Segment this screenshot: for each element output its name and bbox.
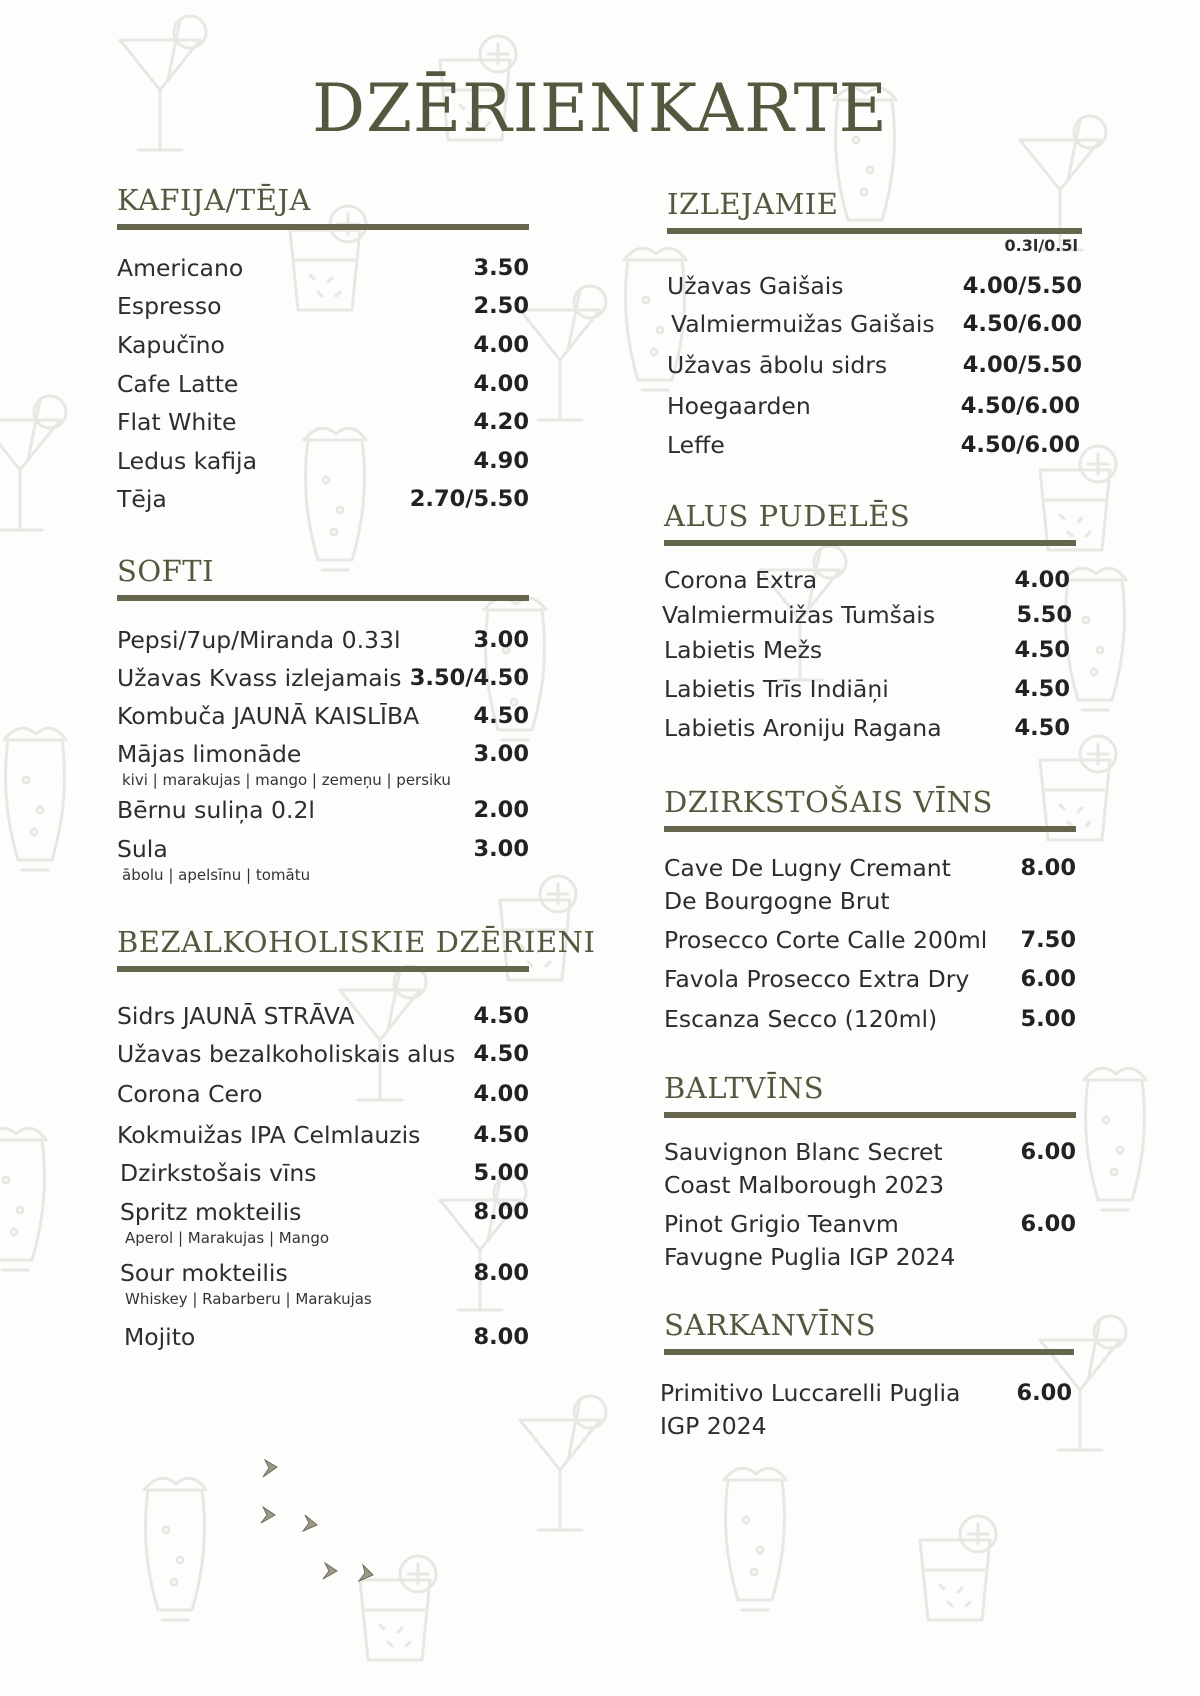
item-name: Kapučīno <box>117 331 225 359</box>
item-price: 4.00 <box>473 1081 529 1107</box>
menu-item <box>664 1003 1076 1036</box>
menu-item <box>117 833 529 884</box>
item-price: 4.00 <box>473 332 529 358</box>
item-price: 3.50/4.50 <box>409 665 529 691</box>
item-price: 4.50 <box>1014 676 1070 702</box>
menu-item <box>660 1377 1072 1443</box>
item-price: 4.50 <box>473 1003 529 1029</box>
item-name: Primitivo Luccarelli Puglia IGP 2024 <box>660 1379 961 1440</box>
section-title: ALUS PUDELĒS <box>664 499 911 533</box>
menu-item <box>117 624 529 657</box>
item-price: 8.00 <box>1020 855 1076 881</box>
section-divider <box>664 1112 1076 1118</box>
item-price: 4.90 <box>473 448 529 474</box>
section-title: SARKANVĪNS <box>664 1308 877 1342</box>
item-name: Kokmuižas IPA Celmlauzis <box>117 1121 421 1149</box>
menu-item <box>120 1157 529 1190</box>
item-name: Užavas bezalkoholiskais alus <box>117 1040 456 1068</box>
item-name: Leffe <box>667 431 725 459</box>
item-name: Sour mokteilis <box>120 1259 288 1287</box>
section-bezalkoholiskie <box>117 924 596 1351</box>
menu-item <box>664 564 1070 597</box>
menu-item <box>664 634 1070 667</box>
menu-item <box>664 1136 1076 1202</box>
item-price: 7.50 <box>1020 927 1076 953</box>
section-divider <box>117 966 529 972</box>
item-price: 8.00 <box>473 1324 529 1350</box>
item-name: Corona Cero <box>117 1080 263 1108</box>
menu-item <box>664 924 1076 957</box>
item-price: 5.50 <box>1016 602 1072 628</box>
item-variants: ābolu | apelsīnu | tomātu <box>122 866 311 884</box>
section-kafija <box>117 182 529 513</box>
item-name: Espresso <box>117 292 222 320</box>
section-title: BEZALKOHOLISKIE DZĒRIENI <box>117 925 596 959</box>
item-price: 6.00 <box>1020 966 1076 992</box>
menu-item <box>117 445 529 478</box>
item-price: 4.50 <box>473 1122 529 1148</box>
item-name: Hoegaarden <box>667 392 811 420</box>
section-title: IZLEJAMIE <box>667 187 839 221</box>
menu-item <box>117 483 529 516</box>
section-title: DZIRKSTOŠAIS VĪNS <box>664 785 993 819</box>
item-name: Tēja <box>117 485 167 513</box>
menu-item <box>662 599 1072 632</box>
item-price: 4.50 <box>473 703 529 729</box>
page-title: DZĒRIENKARTE <box>312 70 888 147</box>
item-price: 4.20 <box>473 409 529 435</box>
section-title: BALTVĪNS <box>664 1071 825 1105</box>
section-softi <box>117 553 529 884</box>
menu-item <box>664 852 1076 918</box>
item-name: Pepsi/7up/Miranda 0.33l <box>117 626 401 654</box>
section-divider <box>117 595 529 601</box>
menu-item <box>117 368 529 401</box>
item-variants: Aperol | Marakujas | Mango <box>125 1229 330 1247</box>
item-price: 2.00 <box>473 797 529 823</box>
item-price: 6.00 <box>1020 1211 1076 1237</box>
menu-item <box>671 308 1082 341</box>
section-dzirkstosais-vins <box>664 784 1076 1033</box>
menu-item <box>117 1078 529 1111</box>
item-name: Sauvignon Blanc Secret Coast Malborough 2023 <box>664 1138 945 1199</box>
menu-item <box>664 673 1070 706</box>
menu-item <box>117 329 529 362</box>
menu-item <box>117 1119 529 1152</box>
section-divider <box>664 1349 1074 1355</box>
decorative-arrows <box>255 1455 405 1605</box>
item-price: 3.00 <box>473 836 529 862</box>
item-price: 4.00 <box>1014 567 1070 593</box>
item-name: Valmiermuižas Gaišais <box>671 310 935 338</box>
menu-item <box>664 1208 1076 1274</box>
item-name: Labietis Aroniju Ragana <box>664 714 942 742</box>
item-price: 4.50 <box>1014 637 1070 663</box>
menu-item <box>117 252 529 285</box>
item-price: 6.00 <box>1020 1139 1076 1165</box>
item-price: 4.50/6.00 <box>960 393 1080 419</box>
item-name: Labietis Trīs Indiāņi <box>664 675 889 703</box>
menu-item <box>117 290 529 323</box>
item-variants: kivi | marakujas | mango | zemeņu | persiku <box>122 771 451 789</box>
item-price: 4.50/6.00 <box>960 432 1080 458</box>
menu-item <box>117 738 529 789</box>
item-name: Sidrs JAUNĀ STRĀVA <box>117 1002 355 1030</box>
item-name: Americano <box>117 254 244 282</box>
item-name: Bērnu suliņa 0.2l <box>117 796 315 824</box>
item-name: Užavas Gaišais <box>667 272 844 300</box>
section-alus-pudeles <box>662 498 1076 742</box>
menu-item <box>664 712 1070 745</box>
item-price: 3.50 <box>473 255 529 281</box>
menu-item <box>117 1000 529 1033</box>
item-price: 4.50/6.00 <box>962 311 1082 337</box>
item-price: 4.50 <box>473 1041 529 1067</box>
item-price: 3.00 <box>473 627 529 653</box>
menu-item <box>667 349 1082 382</box>
section-divider <box>117 224 529 230</box>
menu-item <box>667 390 1080 423</box>
section-divider <box>664 540 1076 546</box>
volume-label: 0.3l/0.5l <box>1004 236 1078 255</box>
item-name: Valmiermuižas Tumšais <box>662 601 936 629</box>
item-name: Favola Prosecco Extra Dry <box>664 965 970 993</box>
menu-item <box>664 963 1076 996</box>
item-name: Escanza Secco (120ml) <box>664 1005 938 1033</box>
item-name: Kombuča JAUNĀ KAISLĪBA <box>117 702 420 730</box>
section-divider <box>664 826 1076 832</box>
menu-item <box>120 1196 529 1247</box>
section-izlejamie <box>667 186 1082 459</box>
menu-item <box>117 794 529 827</box>
menu-item <box>117 1038 529 1071</box>
item-name: Mojito <box>124 1323 196 1351</box>
menu-item <box>117 406 529 439</box>
item-name: Spritz mokteilis <box>120 1198 302 1226</box>
item-price: 3.00 <box>473 741 529 767</box>
menu-item <box>120 1257 529 1308</box>
item-price: 5.00 <box>473 1160 529 1186</box>
section-divider <box>667 228 1082 234</box>
item-price: 4.00/5.50 <box>962 273 1082 299</box>
item-name: Dzirkstošais vīns <box>120 1159 317 1187</box>
item-name: Flat White <box>117 408 237 436</box>
item-name: Užavas Kvass izlejamais <box>117 664 402 692</box>
item-price: 4.00/5.50 <box>962 352 1082 378</box>
item-variants: Whiskey | Rabarberu | Marakujas <box>125 1290 372 1308</box>
item-price: 8.00 <box>473 1199 529 1225</box>
item-price: 5.00 <box>1020 1006 1076 1032</box>
menu-item <box>117 662 529 695</box>
item-name: Labietis Mežs <box>664 636 823 664</box>
item-name: Cave De Lugny Cremant De Bourgogne Brut <box>664 854 951 915</box>
item-price: 8.00 <box>473 1260 529 1286</box>
item-name: Mājas limonāde <box>117 740 302 768</box>
item-name: Prosecco Corte Calle 200ml <box>664 926 988 954</box>
section-sarkanvins <box>660 1307 1074 1440</box>
item-name: Corona Extra <box>664 566 818 594</box>
menu-item <box>124 1321 529 1354</box>
item-price: 2.70/5.50 <box>409 486 529 512</box>
item-name: Cafe Latte <box>117 370 239 398</box>
item-name: Ledus kafija <box>117 447 257 475</box>
menu-item <box>117 700 529 733</box>
item-price: 4.50 <box>1014 715 1070 741</box>
item-name: Sula <box>117 835 168 863</box>
item-name: Užavas ābolu sidrs <box>667 351 888 379</box>
item-price: 6.00 <box>1016 1380 1072 1406</box>
section-baltvins <box>664 1070 1076 1271</box>
section-title: KAFIJA/TĒJA <box>117 183 311 217</box>
menu-item <box>667 270 1082 303</box>
item-name: Pinot Grigio Teanvm Favugne Puglia IGP 2024 <box>664 1210 956 1271</box>
section-title: SOFTI <box>117 554 215 588</box>
menu-item <box>667 429 1080 462</box>
item-price: 2.50 <box>473 293 529 319</box>
item-price: 4.00 <box>473 371 529 397</box>
